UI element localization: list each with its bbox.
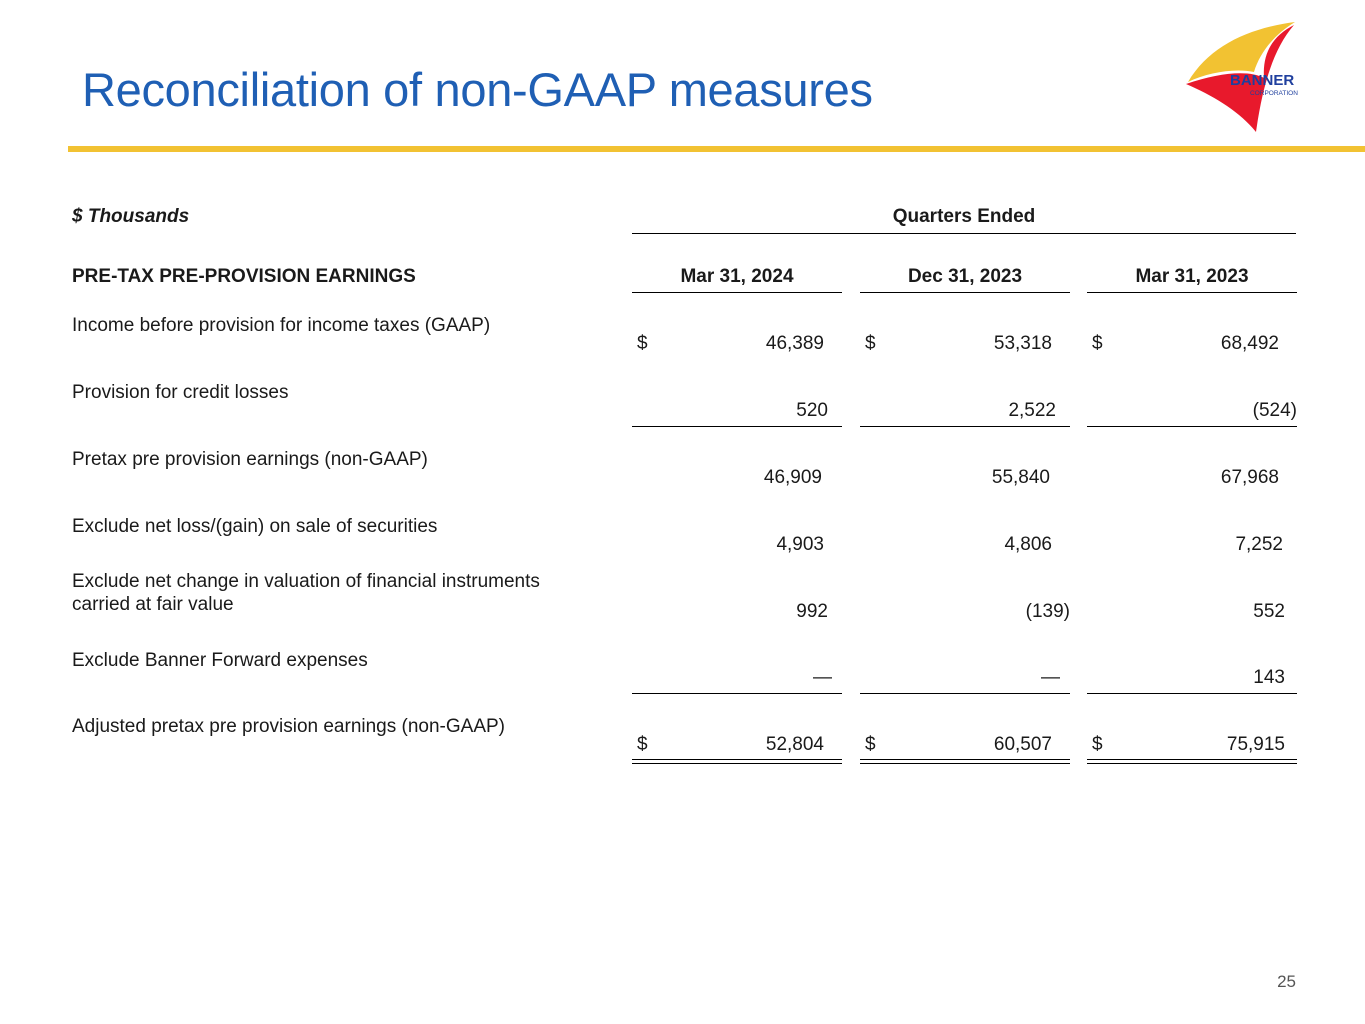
table-cell <box>1087 534 1297 558</box>
table-cell <box>1087 467 1297 491</box>
table-cell <box>632 400 842 424</box>
row-label: Exclude Banner Forward expenses <box>72 650 368 671</box>
dollar-sign: $ <box>637 734 648 755</box>
subtotal-rule <box>632 426 842 427</box>
cell-value: (139) <box>1025 601 1070 622</box>
row-label: Pretax pre provision earnings (non-GAAP) <box>72 449 428 470</box>
cell-value: 992 <box>796 601 828 622</box>
column-header-rule <box>632 292 842 293</box>
table-cell <box>632 601 842 625</box>
cell-value: — <box>813 667 832 688</box>
dollar-sign: $ <box>1092 734 1103 755</box>
cell-value: 46,909 <box>763 467 822 488</box>
table-cell <box>860 734 1070 758</box>
subtotal-rule <box>1087 426 1297 427</box>
subtotal-rule <box>1087 693 1297 694</box>
dollar-sign: $ <box>865 333 876 354</box>
dollar-sign: $ <box>637 333 648 354</box>
table-cell <box>860 667 1070 691</box>
quarters-ended-header: Quarters Ended <box>892 206 1036 227</box>
cell-value: 52,804 <box>765 734 824 755</box>
subtotal-rule <box>632 693 842 694</box>
cell-value: — <box>1041 667 1060 688</box>
table-cell <box>860 534 1070 558</box>
table-cell <box>860 400 1070 424</box>
table-cell <box>860 333 1070 357</box>
svg-text:BANNER: BANNER <box>1230 72 1295 89</box>
section-header: PRE-TAX PRE-PROVISION EARNINGS <box>72 266 416 287</box>
units-label: $ Thousands <box>72 206 190 227</box>
cell-value: 53,318 <box>993 333 1052 354</box>
banner-logo <box>1180 20 1315 135</box>
page-number: 25 <box>1277 972 1296 991</box>
cell-value: 552 <box>1253 601 1285 622</box>
total-double-rule <box>860 759 1070 764</box>
column-header-rule <box>860 292 1070 293</box>
table-cell <box>632 534 842 558</box>
table-cell <box>1087 667 1297 691</box>
table-cell <box>1087 400 1297 424</box>
subtotal-rule <box>860 426 1070 427</box>
table-cell <box>1087 601 1297 625</box>
dollar-sign: $ <box>1092 333 1103 354</box>
cell-value: 75,915 <box>1226 734 1285 755</box>
row-label: Exclude net loss/(gain) on sale of securities <box>72 516 438 537</box>
cell-value: (524) <box>1252 400 1297 421</box>
cell-value: 60,507 <box>993 734 1052 755</box>
cell-value: 68,492 <box>1220 333 1279 354</box>
title-underline <box>68 146 1365 152</box>
column-header: Mar 31, 2023 <box>1135 266 1249 287</box>
table-cell <box>1087 333 1297 357</box>
cell-value: 4,903 <box>776 534 824 555</box>
cell-value: 520 <box>796 400 828 421</box>
subtotal-rule <box>860 693 1070 694</box>
svg-text:CORPORATION: CORPORATION <box>1250 90 1298 97</box>
column-header: Dec 31, 2023 <box>907 266 1023 287</box>
table-cell <box>860 601 1070 625</box>
row-label: Provision for credit losses <box>72 382 289 403</box>
slide-title: Reconciliation of non-GAAP measures <box>82 63 873 116</box>
row-label: Income before provision for income taxes (GAAP) <box>72 315 491 336</box>
group-header-rule <box>632 233 1296 234</box>
dollar-sign: $ <box>865 734 876 755</box>
table-cell <box>860 467 1070 491</box>
cell-value: 2,522 <box>1008 400 1056 421</box>
cell-value: 46,389 <box>765 333 824 354</box>
total-double-rule <box>1087 759 1297 764</box>
table-cell <box>632 734 842 758</box>
column-header: Mar 31, 2024 <box>680 266 794 287</box>
cell-value: 7,252 <box>1235 534 1283 555</box>
cell-value: 67,968 <box>1220 467 1279 488</box>
table-cell <box>632 467 842 491</box>
cell-value: 55,840 <box>991 467 1050 488</box>
column-header-rule <box>1087 292 1297 293</box>
row-label: Exclude net change in valuation of financial instruments carried at fair value <box>72 571 540 615</box>
total-double-rule <box>632 759 842 764</box>
cell-value: 143 <box>1253 667 1285 688</box>
row-label: Adjusted pretax pre provision earnings (non-GAAP) <box>72 716 506 737</box>
cell-value: 4,806 <box>1004 534 1052 555</box>
table-cell <box>632 667 842 691</box>
table-cell <box>1087 734 1297 758</box>
table-cell <box>632 333 842 357</box>
